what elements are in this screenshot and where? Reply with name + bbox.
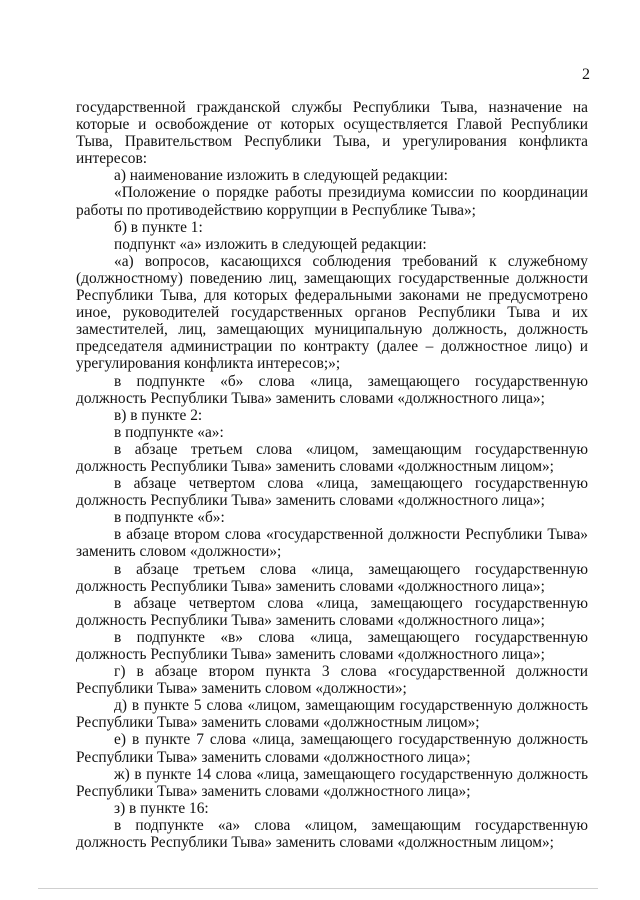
paragraph: в абзаце четвертом слова «лица, замещающего государственную должность Республики Тыва» заменить словами «должностного лица»;	[76, 475, 588, 510]
paragraph: в) в пункте 2:	[114, 406, 203, 424]
page-number: 2	[582, 66, 590, 83]
paragraph: г) в абзаце втором пункта 3 слова «государственной должности Республики Тыва» заменить словом «должности»;	[76, 663, 588, 698]
paragraph: б) в пункте 1:	[114, 218, 203, 236]
paragraph: в подпункте «а» слова «лицом, замещающим государственную должность Республики Тыва» заменить словами «должностным лицом»;	[76, 816, 588, 852]
paragraph: ж) в пункте 14 слова «лица, замещающего государственную должность Республики Тыва» заменить словами «должностного лица»;	[76, 765, 588, 800]
paragraph: в абзаце третьем слова «лицом, замещающим государственную должность Республики Тыва» заменить словами «должностным лицом»;	[76, 440, 588, 475]
document-body	[76, 99, 588, 851]
paragraph: «а) вопросов, касающихся соблюдения требований к служебному (должностному) поведению лиц, замещающих государственные должности Республики Тыва, для которых федеральными законами не предусмотрено иное, руководителей государственных органов Республики Тыва и их заместителей, лиц, замещающих муниципальную должность, должность председателя администрации по контракту (далее – должностное лицо) и урегулирования конфликта интересов;»;	[76, 252, 588, 373]
paragraph: государственной гражданской службы Республики Тыва, назначение на которые и освобождение от которых осуществляется Главой Республики Тыва, Правительством Республики Тыва, и урегулирования конфликта интересов:	[76, 99, 588, 168]
bottom-scan-line	[38, 888, 598, 889]
paragraph: в подпункте «б»:	[114, 509, 225, 527]
paragraph: з) в пункте 16:	[114, 799, 209, 817]
paragraph: в абзаце третьем слова «лица, замещающего государственную должность Республики Тыва» заменить словами «должностного лица»;	[76, 560, 588, 595]
paragraph: в подпункте «б» слова «лица, замещающего государственную должность Республики Тыва» заменить словами «должностного лица»;	[76, 372, 588, 407]
paragraph: в абзаце четвертом слова «лица, замещающего государственную должность Республики Тыва» заменить словами «должностного лица»;	[76, 594, 588, 629]
paragraph: д) в пункте 5 слова «лицом, замещающим государственную должность Республики Тыва» заменить словами «должностным лицом»;	[76, 697, 588, 732]
paragraph: е) в пункте 7 слова «лица, замещающего государственную должность Республики Тыва» заменить словами «должностного лица»;	[76, 731, 588, 766]
paragraph: а) наименование изложить в следующей редакции:	[114, 167, 448, 185]
paragraph: в подпункте «в» слова «лица, замещающего государственную должность Республики Тыва» заменить словами «должностного лица»;	[76, 628, 588, 663]
paragraph: «Положение о порядке работы президиума комиссии по координации работы по противодействию коррупции в Республике Тыва»;	[76, 184, 588, 219]
paragraph: подпункт «а» изложить в следующей редакции:	[114, 235, 427, 253]
paragraph: в абзаце втором слова «государственной должности Республики Тыва» заменить словом «должности»;	[76, 526, 588, 561]
paragraph: в подпункте «а»:	[114, 423, 224, 441]
